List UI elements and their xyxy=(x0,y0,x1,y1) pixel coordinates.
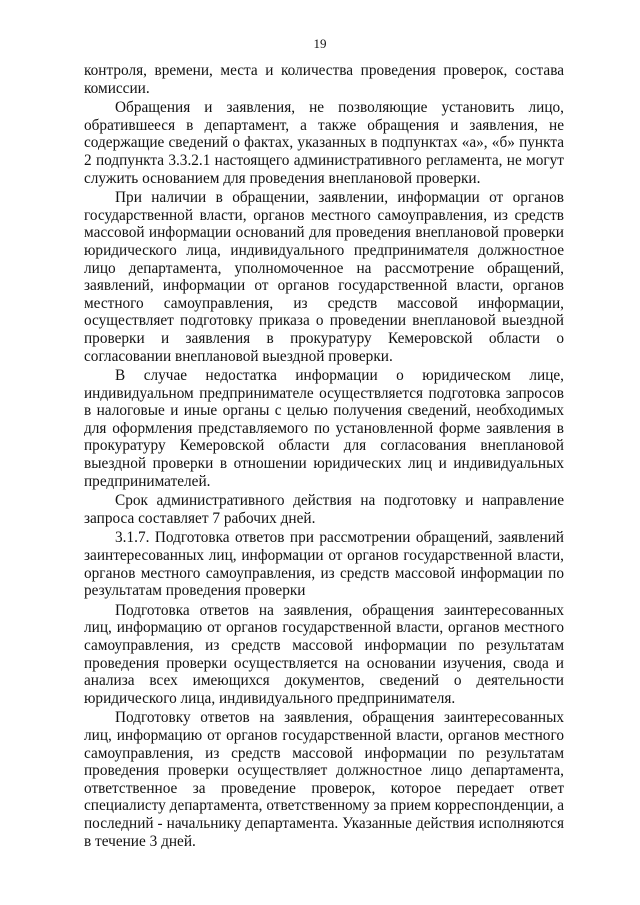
paragraph-answer-preparation: Подготовка ответов на заявления, обращения заинтересованных лиц, информацию от органов государственной власти, органов местного самоуправления, из средств массовой информации по результатам проведения проверки осуществляется на основании изучения, свода и анализа всех имеющихся документов, сведений о деятельности юридического лица, индивидуального предпринимателя. xyxy=(84,601,564,707)
paragraph-request-deadline: Срок административного действия на подготовку и направление запроса составляет 7 рабочих дней. xyxy=(84,492,564,527)
page-number: 19 xyxy=(313,36,327,51)
paragraph-anonymous-appeals: Обращения и заявления, не позволяющие установить лицо, обратившееся в департамент, а также обращения и заявления, не содержащие сведений о фактах, указанных в подпунктах «а», «б» пункта 2 подпункта 3.3.2.1 настоящего административного регламента, не могут служить основанием для проведения внеплановой проверки. xyxy=(84,99,564,187)
paragraph-grounds-for-inspection: При наличии в обращении, заявлении, информации от органов государственной власти, органов местного самоуправления, из средств массовой информации оснований для проведения внеплановой проверки юридического лица, индивидуального предпринимателя должностное лицо департамента, уполномоченное на рассмотрение обращений, заявлений, информации от органов государственной власти, органов местного самоуправления, из средств массовой информации, осуществляет подготовку приказа о проведении внеплановой выездной проверки и заявления в прокуратуру Кемеровской области о согласовании внеплановой выездной проверки. xyxy=(84,189,564,365)
paragraph-insufficient-information: В случае недостатка информации о юридическом лице, индивидуальном предпринимателе осуществляется подготовка запросов в налоговые и иные органы с целью получения сведений, необходимых для оформления представляемого по установленной форме заявления в прокуратуру Кемеровской области для согласования внеплановой выездной проверки в отношении юридических лиц и индивидуальных предпринимателей. xyxy=(84,367,564,490)
paragraph-answer-responsibility: Подготовку ответов на заявления, обращения заинтересованных лиц, информацию от органов государственной власти, органов местного самоуправления, из средств массовой информации по результатам проведения проверки осуществляет должностное лицо департамента, ответственное за проведение проверок, которое передает ответ специалисту департамента, ответственному за прием корреспонденции, а последний - начальнику департамента. Указанные действия исполняются в течение 3 дней. xyxy=(84,709,564,850)
section-heading-3-1-7: 3.1.7. Подготовка ответов при рассмотрении обращений, заявлений заинтересованных лиц, информации от органов государственной власти, органов местного самоуправления, из средств массовой информации по результатам проведения проверки xyxy=(84,529,564,600)
paragraph-continuation: контроля, времени, места и количества проведения проверок, состава комиссии. xyxy=(84,62,564,97)
document-body xyxy=(84,62,564,852)
